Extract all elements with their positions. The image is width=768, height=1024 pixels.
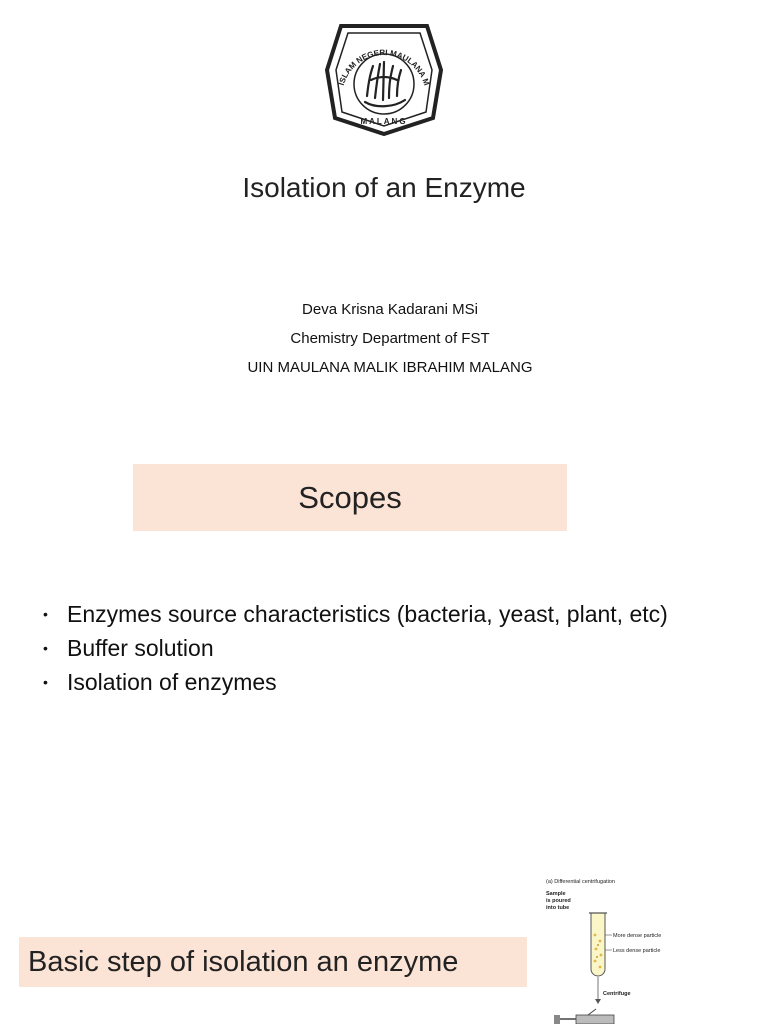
department-name: Chemistry Department of FST — [290, 330, 490, 347]
figure-sample-label-2: is poured — [546, 898, 571, 904]
logo-ring-text: ISLAM NEGERI MAULANA M — [336, 48, 432, 87]
institution-name: UIN MAULANA MALIK IBRAHIM MALANG — [247, 359, 533, 376]
list-item: • Buffer solution — [43, 631, 683, 665]
centrifuge-icon — [554, 1009, 614, 1024]
basic-step-title-box — [19, 937, 527, 987]
bullet-icon: • — [43, 640, 48, 656]
scopes-bullet-list — [43, 597, 683, 699]
list-item: • Enzymes source characteristics (bacteria, yeast, plant, etc) — [43, 597, 683, 631]
bullet-icon: • — [43, 606, 48, 622]
logo-bottom-text: MALANG — [360, 117, 408, 126]
university-seal-icon — [323, 18, 445, 136]
bullet-icon: • — [43, 674, 48, 690]
scopes-title: Scopes — [298, 479, 402, 515]
figure-sample-label-1: Sample — [546, 891, 566, 897]
figure-less-dense-label: Less dense particle — [613, 948, 661, 954]
figure-sample-label-3: into tube — [546, 905, 570, 911]
figure-caption: (a) Differential centrifugation — [546, 879, 615, 885]
scopes-title-box — [133, 464, 567, 531]
basic-step-title: Basic step of isolation an enzyme — [28, 945, 459, 978]
presentation-title: Isolation of an Enzyme — [242, 172, 526, 203]
test-tube-icon — [589, 913, 607, 976]
list-item: • Isolation of enzymes — [43, 665, 683, 699]
centrifugation-diagram — [540, 873, 700, 1024]
figure-centrifuge-label: Centrifuge — [603, 991, 631, 997]
figure-more-dense-label: More dense particle — [613, 933, 662, 939]
author-name: Deva Krisna Kadarani MSi — [302, 301, 478, 318]
author-block — [0, 295, 768, 382]
